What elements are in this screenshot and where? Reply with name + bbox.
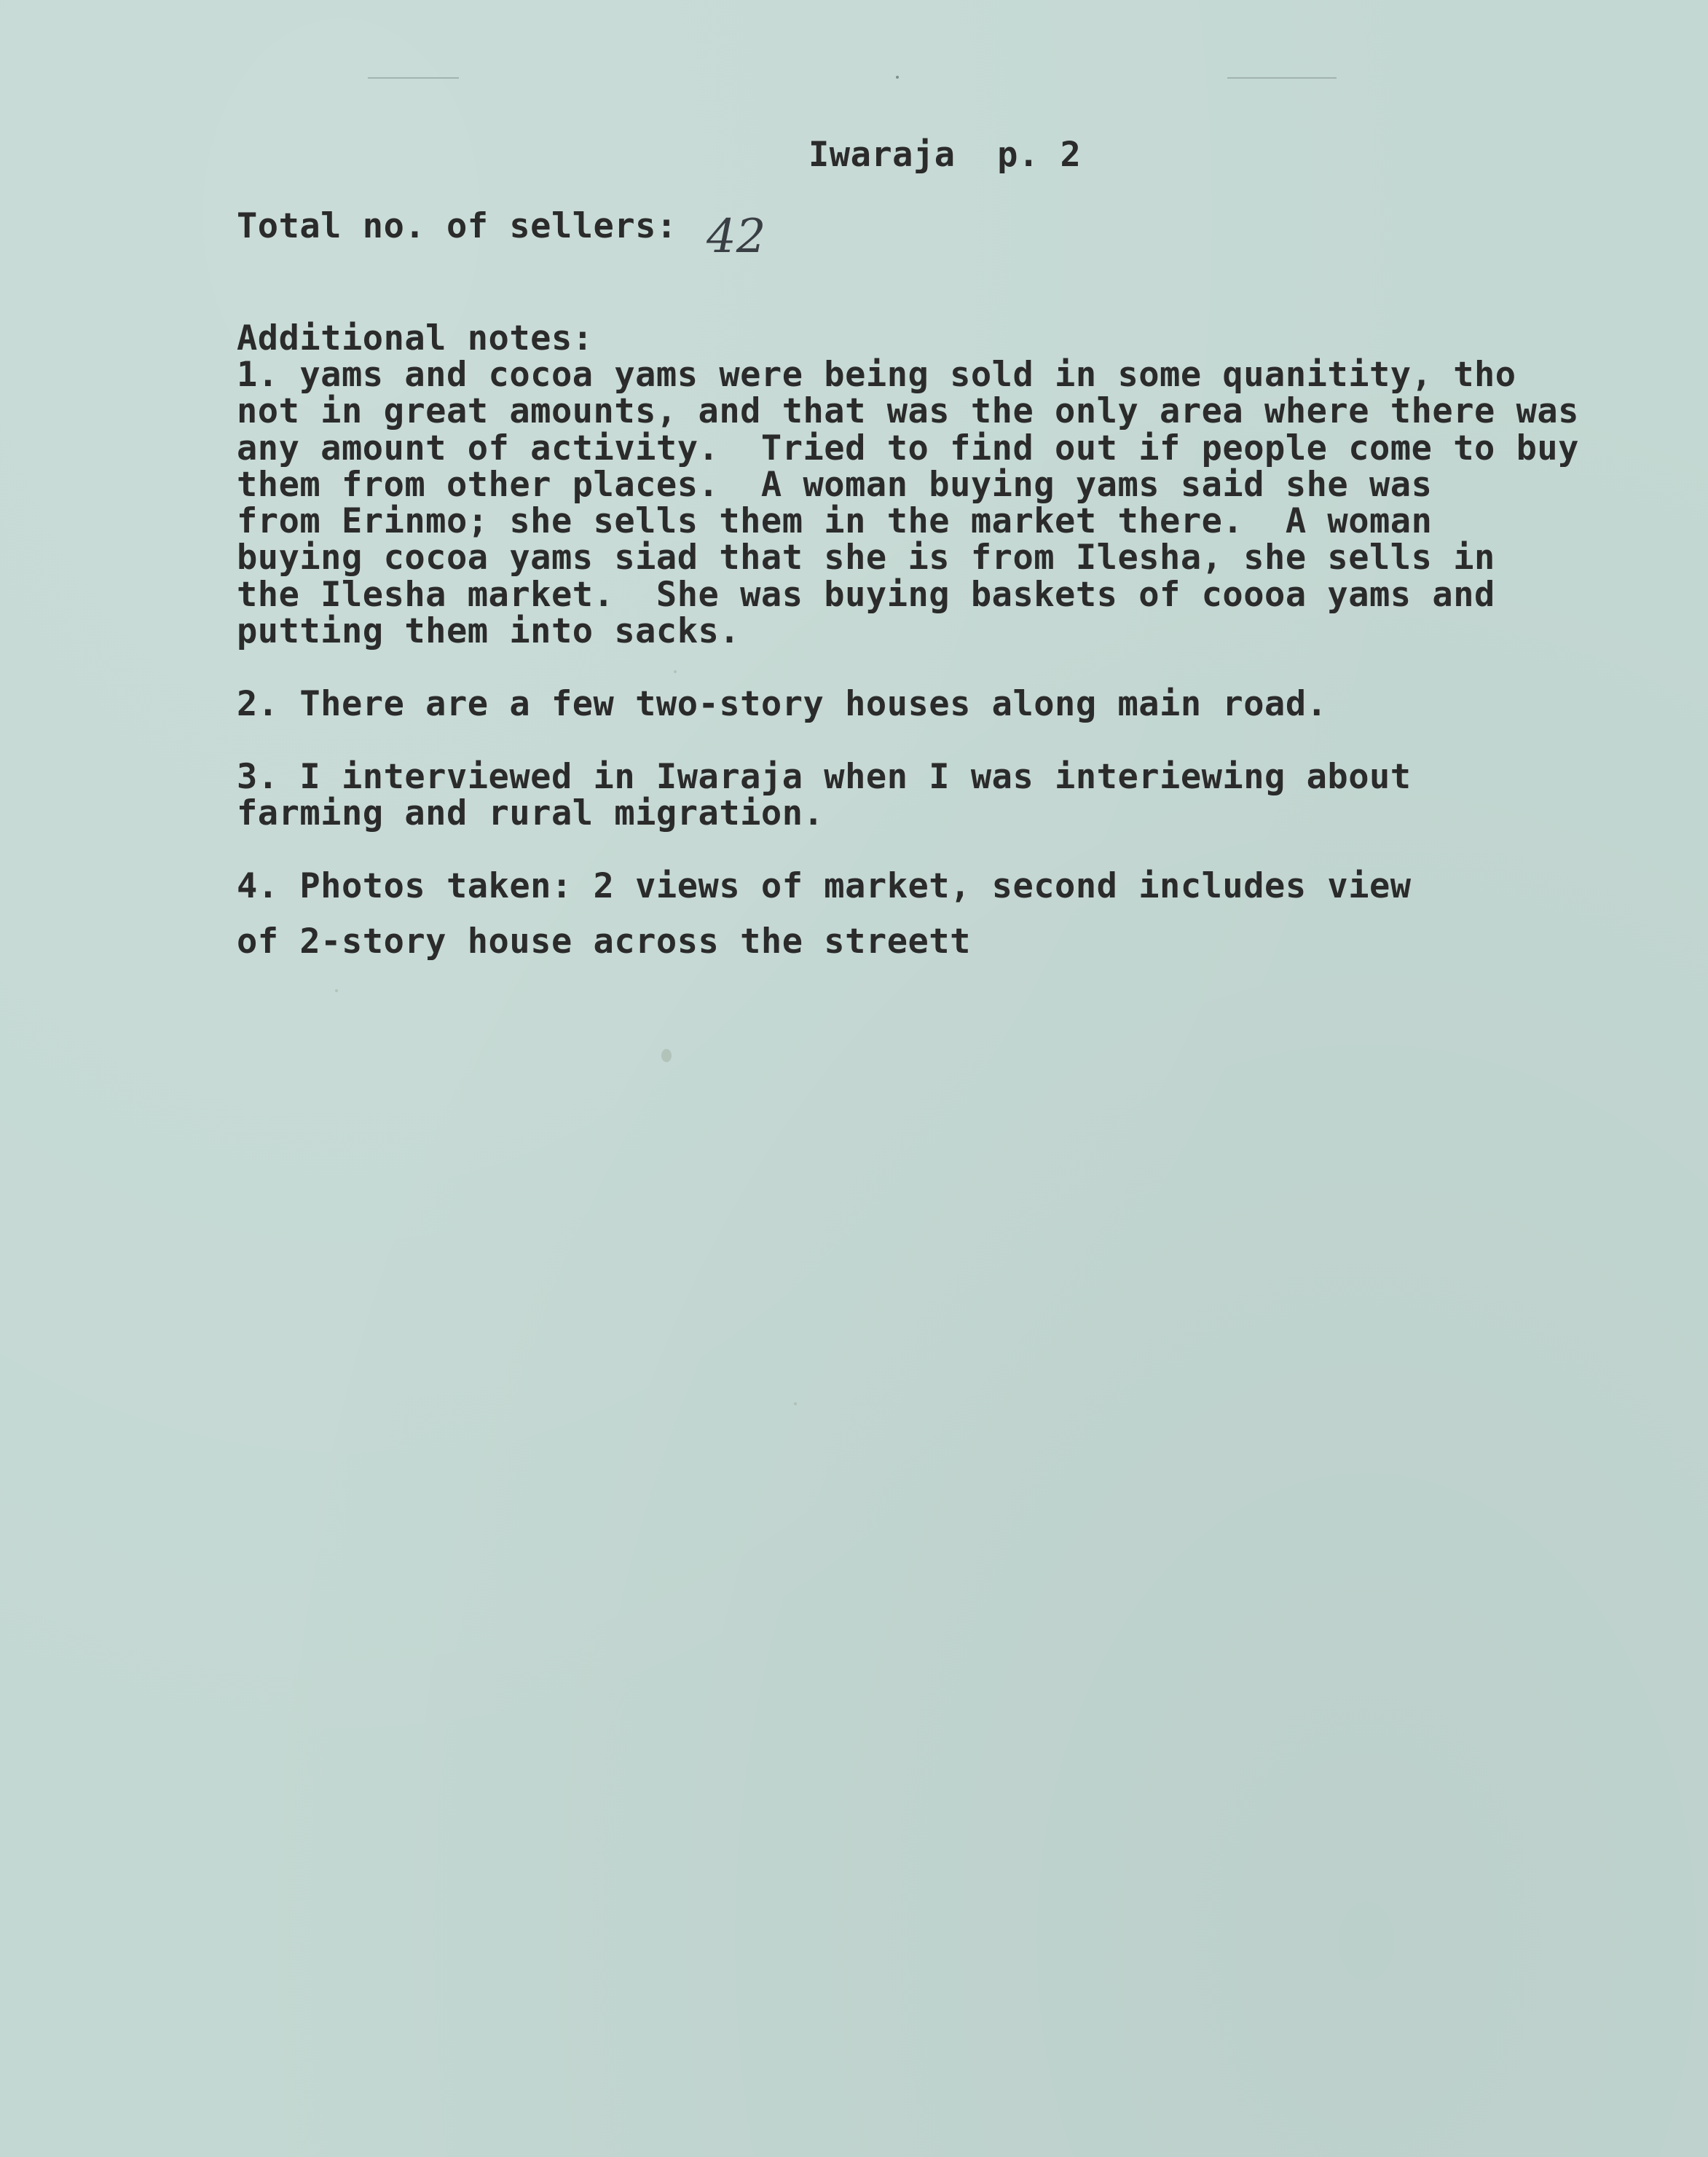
paper-speck: [335, 989, 338, 992]
note-1: [237, 357, 1579, 650]
note-3-line: 3. I interviewed in Iwaraja when I was interiewing about: [237, 757, 1412, 797]
note-4-line: 4. Photos taken: 2 views of market, second includes view: [237, 866, 1412, 906]
top-rule-right: [1227, 77, 1337, 79]
note-1-line: any amount of activity. Tried to find out if people come to buy: [237, 428, 1579, 468]
note-1-line: the Ilesha market. She was buying baskets of coooa yams and: [237, 574, 1495, 615]
paper-speck: [794, 1402, 797, 1405]
paper-speck: [674, 670, 677, 673]
note-2: 2. There are a few two-story houses along main road.: [237, 684, 1328, 724]
notes-heading: Additional notes:: [237, 318, 594, 358]
top-rule-left: [368, 77, 459, 79]
note-4-line: of 2-story house across the streett: [237, 922, 971, 962]
note-3-line: farming and rural migration.: [237, 793, 825, 833]
sellers-label: Total no. of sellers:: [237, 206, 677, 246]
sellers-handwritten-value: 42: [707, 210, 766, 264]
note-1-line: not in great amounts, and that was the only area where there was: [237, 391, 1579, 432]
note-1-line: from Erinmo; she sells them in the market there. A woman: [237, 501, 1433, 542]
note-1-line: them from other places. A woman buying yams said she was: [237, 464, 1433, 505]
paper-stain: [661, 1049, 672, 1062]
note-1-line: buying cocoa yams siad that she is from Ilesha, she sells in: [237, 538, 1495, 578]
note-1-line: 1. yams and cocoa yams were being sold in some quanitity, tho: [237, 355, 1516, 395]
note-1-line: putting them into sacks.: [237, 611, 741, 652]
page-header: Iwaraja p. 2: [808, 135, 1082, 175]
paper-mark: [896, 76, 899, 79]
